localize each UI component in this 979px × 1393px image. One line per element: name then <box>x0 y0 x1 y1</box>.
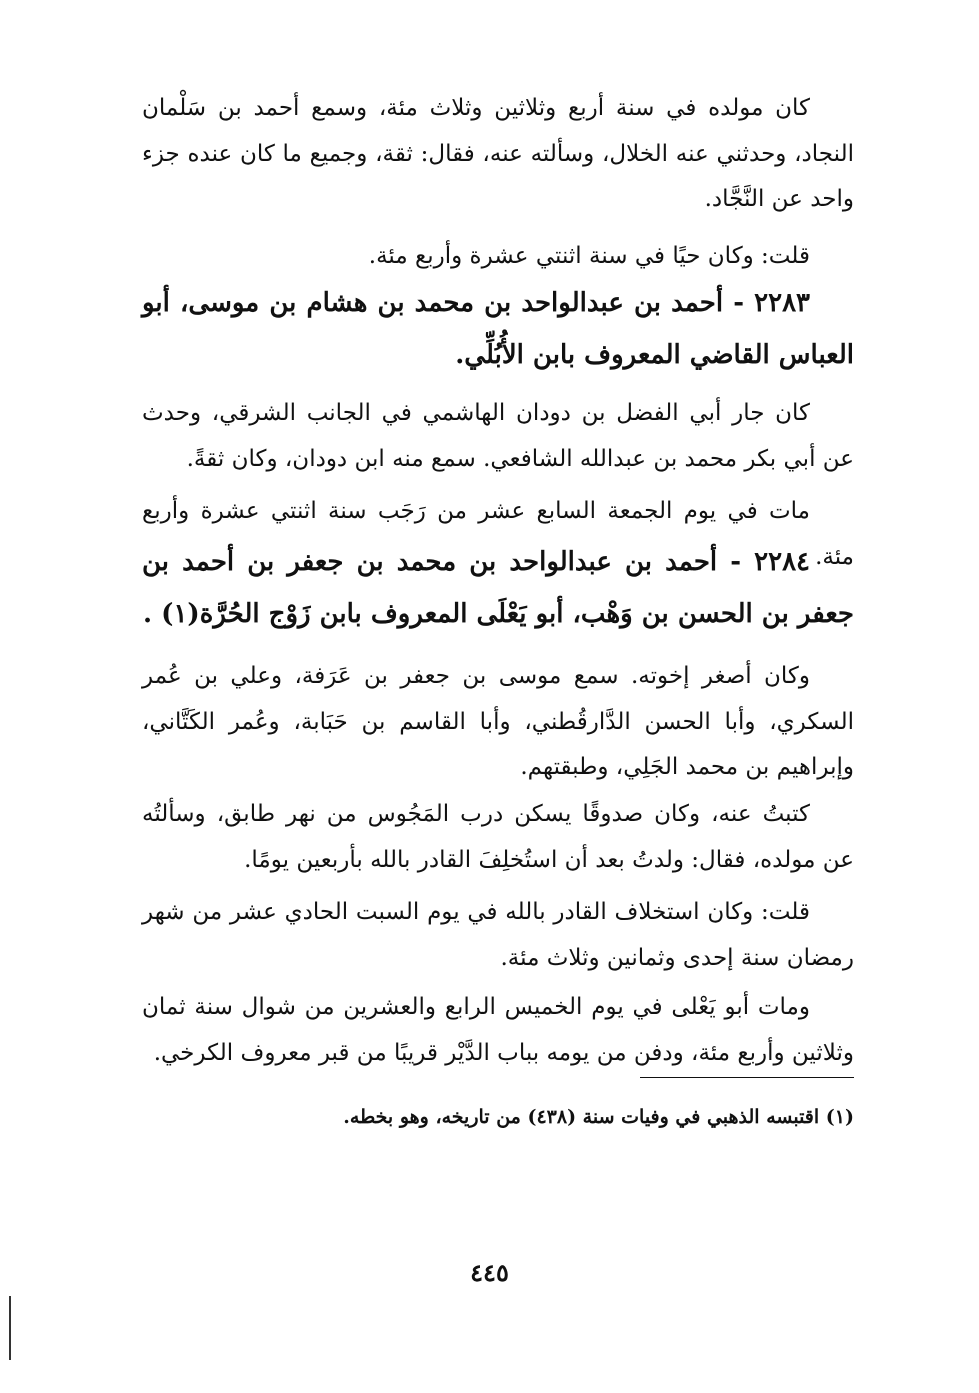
paragraph-text: مات في يوم الجمعة السابع عشر من رَجَب سنة اثنتي عشرة وأربع مئة. <box>142 498 854 570</box>
paragraph-istikhlaf <box>142 890 854 981</box>
scan-edge-mark <box>9 1296 11 1360</box>
paragraph-text: ومات أبو يَعْلى في يوم الخميس الرابع والعشرين من شوال سنة ثمان وثلاثين وأربع مئة، ودفن من يومه بباب الدَّيْر قريبًا من قبر معروف الكرخي. <box>142 994 854 1066</box>
footnote: (١) اقتبسه الذهبي في وفيات سنة (٤٣٨) من تاريخه، وهو بخطه. <box>343 1106 854 1128</box>
biography-entry-2284 <box>142 536 854 640</box>
entry-heading: ٢٢٨٤ - أحمد بن عبدالواحد بن محمد بن جعفر بن أحمد بن جعفر بن الحسن بن وَهْب، أبو يَعْلَى المعروف بابن زَوْج الحُرَّة(١) . <box>142 547 854 629</box>
entry-heading: ٢٢٨٣ - أحمد بن عبدالواحد بن محمد بن هشام بن موسى، أبو العباس القاضي المعروف بابن الأُبُلِّي. <box>142 288 854 370</box>
paragraph-wafat-abi-yala <box>142 985 854 1076</box>
paragraph-text: وكان أصغر إخوته. سمع موسى بن جعفر بن عَرَفة، وعلي بن عُمر السكري، وأبا الحسن الدَّارقُطني، وأبا القاسم بن حَبَابة، وعُمر الكَتَّاني، وإبراهيم بن محمد الجَلِي، وطبقتهم. <box>142 663 854 780</box>
biography-entry-2283 <box>142 277 854 381</box>
paragraph-text: كان مولده في سنة أربع وثلاثين وثلاث مئة، وسمع أحمد بن سَلْمان النجاد، وحدثني عنه الخلال، وسألته عنه، فقال: ثقة، وجميع ما كان عنده جزء واحد عن النَّجَّاد. <box>142 95 854 212</box>
paragraph-jar-abi-alfadl <box>142 391 854 482</box>
paragraph-text: كان جار أبي الفضل بن دودان الهاشمي في الجانب الشرقي، وحدث عن أبي بكر محمد بن عبدالله الشافعي. سمع منه ابن دودان، وكان ثقةً. <box>142 400 854 472</box>
page-number: ٤٤٥ <box>470 1258 509 1287</box>
paragraph-text: كتبتُ عنه، وكان صدوقًا يسكن درب المَجُوس من نهر طابق، وسألتُه عن مولده، فقال: ولدتُ بعد أن استُخلِفَ القادر بالله بأربعين يومًا. <box>142 801 854 873</box>
paragraph-mawlid-najjad <box>142 86 854 223</box>
paragraph-text: قلت: وكان حيًا في سنة اثنتي عشرة وأربع مئة. <box>368 243 810 269</box>
paragraph-asghar-ikhwatih <box>142 654 854 791</box>
paragraph-katabtu-anhu <box>142 792 854 883</box>
paragraph-text: قلت: وكان استخلاف القادر بالله في يوم السبت الحادي عشر من شهر رمضان سنة إحدى وثمانين وثلاث مئة. <box>142 899 854 971</box>
paragraph-qultu-hayyan <box>142 234 854 280</box>
footnote-divider <box>640 1077 854 1078</box>
